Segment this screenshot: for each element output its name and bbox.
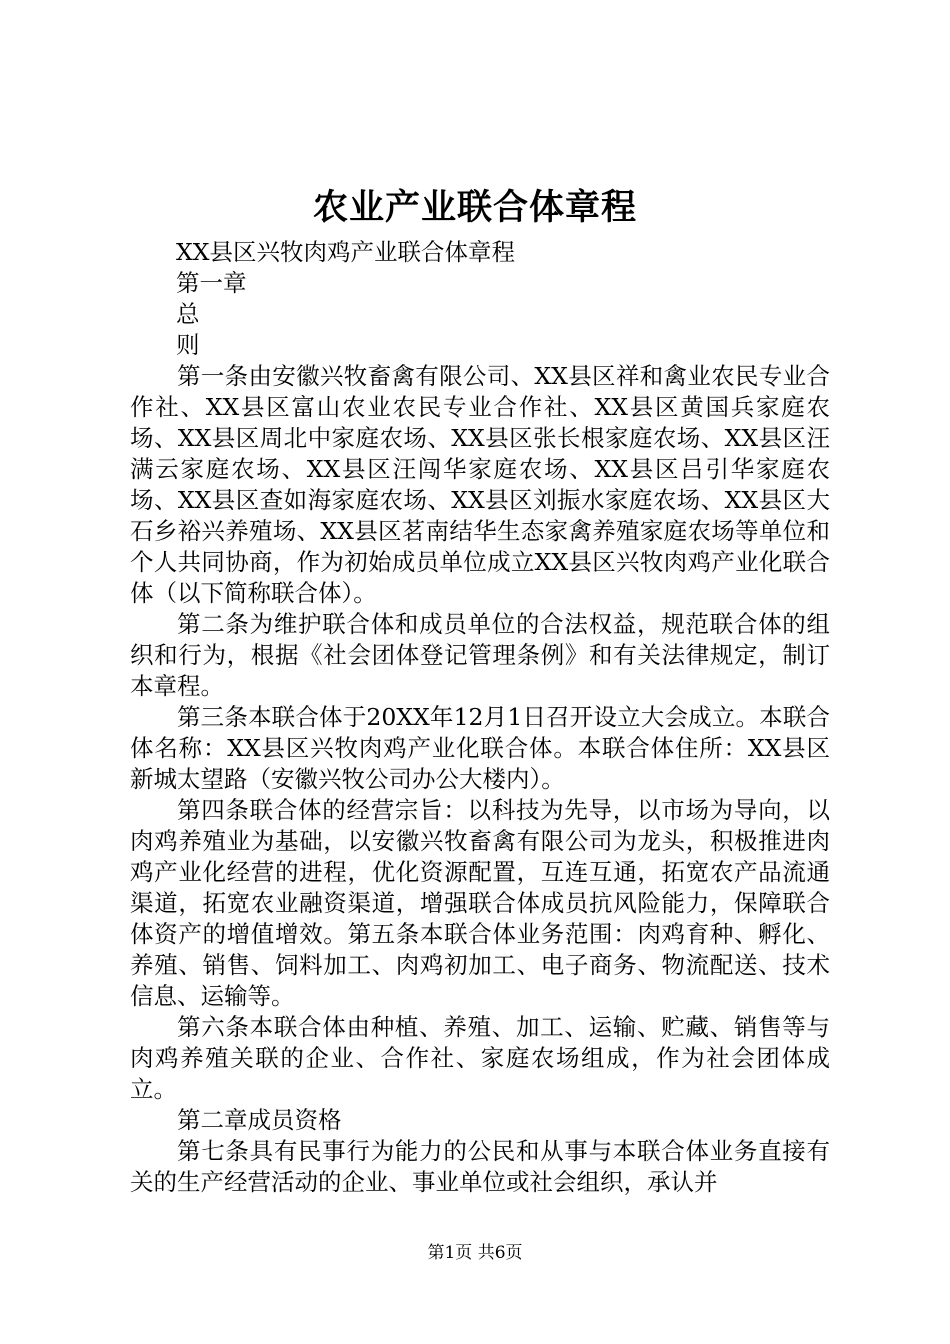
article-paragraph: 第七条具有民事行为能力的公民和从事与本联合体业务直接有关的生产经营活动的企业、事业单位或社会组织，承认并: [130, 1137, 830, 1196]
chapter-heading: 第二章成员资格: [177, 1106, 342, 1134]
document-title: 农业产业联合体章程: [312, 187, 637, 228]
article-paragraph: 第三条本联合体于20XX年12月1日召开设立大会成立。本联合体名称：XX县区兴牧肉鸡产业化联合体。本联合体住所：XX县区新城太望路（安徽兴牧公司办公大楼内）。: [130, 703, 830, 793]
subtitle-paragraph: XX县区兴牧肉鸡产业联合体章程: [176, 238, 515, 266]
chapter-heading-part: 总: [176, 300, 200, 328]
article-paragraph: 第四条联合体的经营宗旨：以科技为先导，以市场为导向，以肉鸡养殖业为基础，以安徽兴牧畜禽有限公司为龙头，积极推进肉鸡产业化经营的进程，优化资源配置，互连互通，拓宽农产品流通渠道，拓宽农业融资渠道，增强联合体成员抗风险能力，保障联合体资产的增值增效。第五条本联合体业务范围：肉鸡育种、孵化、养殖、销售、饲料加工、肉鸡初加工、电子商务、物流配送、技术信息、运输等。: [130, 796, 830, 1010]
article-paragraph: 第六条本联合体由种植、养殖、加工、运输、贮藏、销售等与肉鸡养殖关联的企业、合作社、家庭农场组成，作为社会团体成立。: [130, 1013, 830, 1103]
page-number-footer: 第1页 共6页: [427, 1243, 523, 1263]
article-paragraph: 第二条为维护联合体和成员单位的合法权益，规范联合体的组织和行为，根据《社会团体登记管理条例》和有关法律规定，制订本章程。: [130, 610, 830, 700]
chapter-heading: 第一章: [176, 269, 247, 297]
document-body: [130, 237, 830, 1198]
chapter-heading-part: 则: [176, 331, 200, 359]
article-paragraph: 第一条由安徽兴牧畜禽有限公司、XX县区祥和禽业农民专业合作社、XX县区富山农业农民专业合作社、XX县区黄国兵家庭农场、XX县区周北中家庭农场、XX县区张长根家庭农场、XX县区汪满云家庭农场、XX县区汪闯华家庭农场、XX县区吕引华家庭农场、XX县区查如海家庭农场、XX县区刘振水家庭农场、XX县区大石乡裕兴养殖场、XX县区茗南结华生态家禽养殖家庭农场等单位和个人共同协商，作为初始成员单位成立XX县区兴牧肉鸡产业化联合体（以下简称联合体）。: [130, 362, 830, 607]
